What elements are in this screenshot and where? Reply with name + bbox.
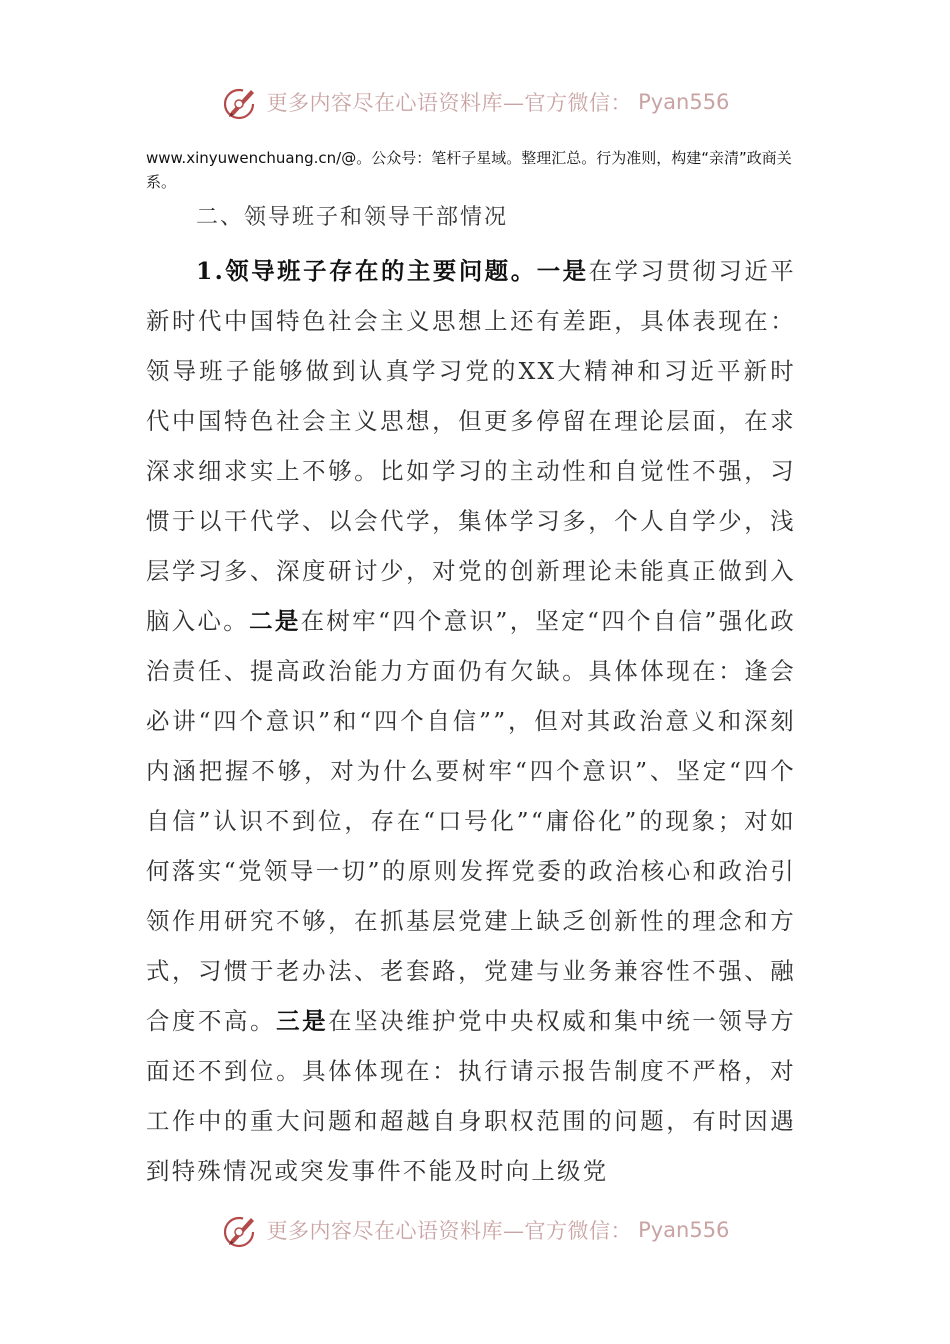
footer-watermark bbox=[0, 1206, 950, 1254]
pen-logo-icon bbox=[221, 82, 261, 122]
watermark-text: 更多内容尽在心语资料库—官方微信： bbox=[266, 91, 633, 115]
pen-logo-icon bbox=[221, 1210, 261, 1250]
point-one-text: 在学习贯彻习近平新时代中国特色社会主义思想上还有差距，具体表现在：领导班子能够做到认真学习党的XX大精神和习近平新时代中国特色社会主义思想，但更多停留在理论层面，在求深求细求实上不够。比如学习的主动性和自觉性不强，习惯于以干代学、以会代学，集体学习多，个人自学少，浅层学习多、深度研讨少，对党的创新理论未能真正做到入脑入心。 bbox=[146, 257, 796, 635]
point-two-text: 在树牢“四个意识”，坚定“四个自信”强化政治责任、提高政治能力方面仍有欠缺。具体体现在：逢会必讲“四个意识”和“四个自信””，但对其政治意义和深刻内涵把握不够，对为什么要树牢“四个意识”、坚定“四个自信”认识不到位，存在“口号化”“庸俗化”的现象；对如何落实“党领导一切”的原则发挥党委的政治核心和政治引领作用研究不够，在抓基层党建上缺乏创新性的理念和方式，习惯于老办法、老套路，党建与业务兼容性不强、融合度不高。 bbox=[146, 607, 796, 1035]
header-watermark bbox=[0, 78, 950, 126]
point-one-marker: 一是 bbox=[536, 257, 589, 285]
point-three-text: 在坚决维护党中央权威和集中统一领导方面还不到位。具体体现在：执行请示报告制度不严格，对工作中的重大问题和超越自身职权范围的问题，有时因遇到特殊情况或突发事件不能及时向上级党 bbox=[146, 1007, 796, 1185]
point-three-marker: 三是 bbox=[276, 1007, 329, 1035]
section-heading: 二、领导班子和领导干部情况 bbox=[196, 205, 509, 230]
watermark-text: 更多内容尽在心语资料库—官方微信： bbox=[266, 1219, 633, 1243]
watermark-handle: Pyan556 bbox=[638, 90, 730, 114]
watermark-handle: Pyan556 bbox=[638, 1218, 730, 1242]
source-line: www.xinyuwenchuang.cn/@。公众号：笔杆子星域。整理汇总。行为准则，构建“亲清”政商关系。 bbox=[146, 149, 792, 191]
point-two-marker: 二是 bbox=[249, 607, 301, 635]
body-paragraph bbox=[146, 246, 796, 1196]
subheading: 1.领导班子存在的主要问题。 bbox=[196, 257, 537, 285]
